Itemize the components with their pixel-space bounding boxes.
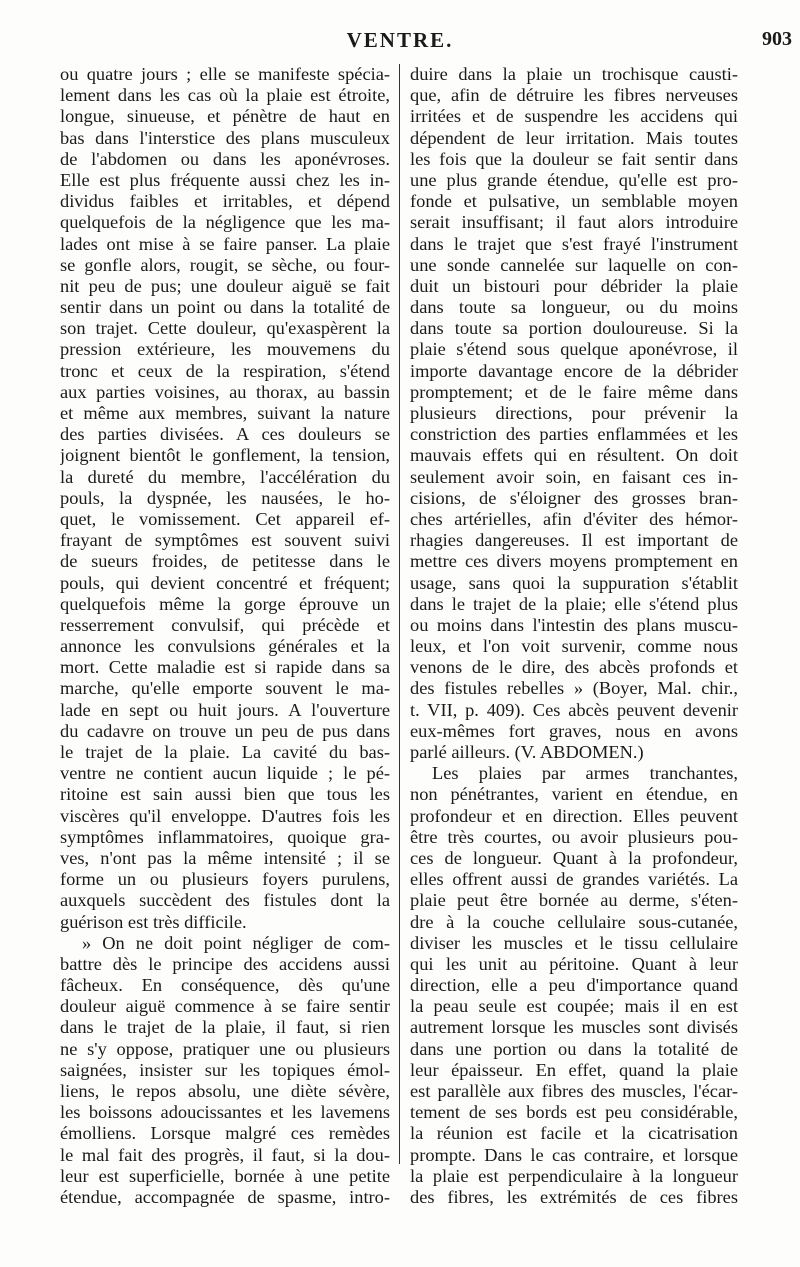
- text-line: émolliens. Lorsque malgré ces remèdes: [60, 1123, 390, 1144]
- text-line: viscères qu'il enveloppe. D'autres fois les: [60, 805, 390, 826]
- text-line: duit un bistouri pour débrider la plaie: [410, 275, 738, 296]
- text-line: la peau seule est coupée; mais il en est: [410, 996, 738, 1017]
- text-line: lades ont mise à se faire panser. La plaie: [60, 233, 390, 254]
- text-line: ces de longueur. Quant à la profondeur,: [410, 847, 738, 868]
- text-line: de l'abdomen ou dans les aponévroses.: [60, 148, 390, 169]
- text-line: dre à la couche cellulaire sous-cutanée,: [410, 911, 738, 932]
- text-line: parlé ailleurs. (V. ABDOMEN.): [410, 742, 644, 762]
- text-line: pouls, qui devient concentré et fréquent;: [60, 572, 390, 593]
- text-line: du cadavre on trouve un peu de pus dans: [60, 720, 390, 741]
- text-line: être très courtes, ou avoir plusieurs pou-: [410, 826, 738, 847]
- text-line: eux-mêmes fort graves, nous en avons: [410, 720, 738, 741]
- text-line: Les plaies par armes tranchantes,: [432, 763, 738, 784]
- text-line: seulement avoir soin, en faisant ces in-: [410, 466, 738, 487]
- text-line: annonce les convulsions générales et la: [60, 636, 390, 657]
- text-line: leux, et l'on voit survenir, comme nous: [410, 636, 738, 657]
- text-line: tement de ses bords est peu considérable,: [410, 1102, 738, 1123]
- text-line: battre dès le principe des accidens aussi: [60, 953, 390, 974]
- text-line: bas dans l'interstice des plans musculeux: [60, 127, 390, 148]
- text-line: qui les unit au péritoine. Quant à leur: [410, 953, 738, 974]
- text-line: se gonfle alors, rougit, se sèche, ou four-: [60, 254, 390, 275]
- text-line: forme un ou plusieurs foyers purulens,: [60, 869, 390, 890]
- text-line: Elle est plus fréquente aussi chez les in-: [60, 169, 390, 190]
- text-line: le trajet de la plaie. La cavité du bas-: [60, 742, 390, 762]
- text-line: irritées et de suspendre les accidens qui: [410, 106, 738, 127]
- text-line: et même aux membres, suivant la nature: [60, 403, 390, 423]
- text-line: sentir dans un point ou dans la totalité de: [60, 297, 390, 318]
- text-line: est parallèle aux fibres des muscles, l'écar-: [410, 1081, 738, 1101]
- text-line: dans toute sa longueur, ou du moins: [410, 297, 738, 318]
- left-column: [60, 64, 390, 1207]
- text-line: auxquels succèdent des fistules dont la: [60, 890, 390, 911]
- text-line: dans toute sa portion douloureuse. Si la: [410, 318, 738, 339]
- text-line: tronc et ceux de la respiration, s'étend: [60, 360, 390, 381]
- text-line: ventre ne contient aucun liquide ; le pé-: [60, 763, 390, 784]
- text-line: fâcheux. En conséquence, dès qu'une: [60, 975, 390, 996]
- text-line: étendue, accompagnée de spasme, intro-: [60, 1186, 390, 1207]
- text-line: des parties divisées. A ces douleurs se: [60, 424, 390, 445]
- text-line: t. VII, p. 409). Ces abcès peuvent devenir: [410, 699, 738, 720]
- text-line: dans le trajet de la plaie; elle s'étend plus: [410, 593, 738, 614]
- text-line: promptement; et de le faire même dans: [410, 381, 738, 402]
- text-line: lement dans les cas où la plaie est étroite,: [60, 85, 390, 106]
- text-line: quelquefois même la gorge éprouve un: [60, 593, 390, 614]
- text-line: marche, qu'elle emporte souvent le ma-: [60, 678, 390, 699]
- text-line: des fibres, les extrémités de ces fibres: [410, 1186, 738, 1207]
- text-line: » On ne doit point négliger de com-: [82, 932, 390, 953]
- text-line: non pénétrantes, varient en étendue, en: [410, 784, 738, 805]
- text-line: elles offrent aussi de grandes variétés. La: [410, 869, 738, 890]
- text-line: pression extérieure, les mouvemens du: [60, 339, 390, 360]
- text-line: lade en sept ou huit jours. A l'ouverture: [60, 699, 390, 720]
- page-number: 903: [762, 28, 792, 50]
- text-line: dans le trajet de la plaie, il faut, si rien: [60, 1017, 390, 1038]
- text-line: la réunion est facile et la cicatrisation: [410, 1123, 738, 1144]
- text-line: douleur aiguë commence à se faire sentir: [60, 996, 390, 1017]
- text-line: la plaie est perpendiculaire à la longueur: [410, 1165, 738, 1186]
- text-line: quet, le vomissement. Cet appareil ef-: [60, 508, 390, 529]
- column-divider: [399, 64, 400, 1164]
- text-line: dépendent de leur irritation. Mais toutes: [410, 127, 738, 148]
- text-line: aux parties voisines, au thorax, au bassin: [60, 381, 390, 402]
- text-line: duire dans la plaie un trochisque causti-: [410, 64, 738, 84]
- text-line: quelquefois de la négligence que les ma-: [60, 212, 390, 233]
- text-line: les boissons adoucissantes et les lavemens: [60, 1102, 390, 1123]
- text-line: plaie peut être bornée au derme, s'éten-: [410, 890, 738, 911]
- text-line: les fois que la douleur se fait sentir dans: [410, 148, 738, 169]
- text-line: frayant de symptômes est souvent suivi: [60, 530, 390, 551]
- text-line: mort. Cette maladie est si rapide dans sa: [60, 657, 390, 678]
- text-line: rhagies dangereuses. Il est important de: [410, 530, 738, 551]
- text-line: ou quatre jours ; elle se manifeste spécia-: [60, 64, 390, 84]
- text-line: venons de le dire, des abcès profonds et: [410, 657, 738, 678]
- text-line: plaie s'étend sous quelque aponévrose, il: [410, 339, 738, 360]
- text-line: ou moins dans l'intestin des plans muscu-: [410, 614, 738, 635]
- right-column: [410, 64, 738, 1207]
- text-line: saignées, insister sur les topiques émol-: [60, 1059, 390, 1080]
- text-line: prompte. Dans le cas contraire, et lorsque: [410, 1144, 738, 1165]
- text-line: direction, elle a peu d'importance quand: [410, 975, 738, 996]
- text-line: ches artérielles, afin d'éviter des hémor-: [410, 508, 738, 529]
- text-line: joignent bientôt le gonflement, la tension,: [60, 445, 390, 466]
- text-line: son trajet. Cette douleur, qu'exaspèrent la: [60, 318, 390, 339]
- text-line: usage, sans quoi la suppuration s'établit: [410, 572, 738, 593]
- text-line: diviser les muscles et le tissu cellulaire: [410, 932, 738, 953]
- text-line: leur épaisseur. En effet, quand la plaie: [410, 1059, 738, 1080]
- text-line: dans une portion ou dans la totalité de: [410, 1038, 738, 1059]
- text-line: dividus faibles et irritables, et dépend: [60, 191, 390, 212]
- text-line: le mal fait des progrès, il faut, si la dou-: [60, 1144, 390, 1165]
- text-line: ves, n'ont pas la même intensité ; il se: [60, 847, 390, 868]
- text-line: mauvais effets qui en résultent. On doit: [410, 445, 738, 466]
- text-line: resserrement convulsif, qui précède et: [60, 614, 390, 635]
- page-header: [0, 28, 800, 58]
- text-line: de sueurs froides, de petitesse dans le: [60, 551, 390, 572]
- text-line: guérison est très difficile.: [60, 911, 247, 932]
- text-line: une sonde cannelée sur laquelle on con-: [410, 254, 738, 275]
- text-line: pouls, la dyspnée, les nausées, le ho-: [60, 487, 390, 508]
- text-line: symptômes inflammatoires, quoique gra-: [60, 826, 390, 847]
- text-line: leur est superficielle, bornée à une petite: [60, 1165, 390, 1186]
- text-line: autrement lorsque les muscles sont divisés: [410, 1017, 738, 1038]
- text-line: importe davantage encore de la débrider: [410, 360, 738, 381]
- text-line: cisions, de s'éloigner des grosses bran-: [410, 487, 738, 508]
- text-line: constriction des parties enflammées et les: [410, 424, 738, 445]
- text-line: plusieurs directions, pour prévenir la: [410, 403, 738, 423]
- text-line: nit peu de pus; une douleur aiguë se fait: [60, 275, 390, 296]
- text-line: longue, sinueuse, et pénètre de haut en: [60, 106, 390, 127]
- text-line: des fistules rebelles » (Boyer, Mal. chir.,: [410, 678, 738, 699]
- running-title: VENTRE.: [346, 28, 454, 52]
- text-line: liens, le repos absolu, une diète sévère,: [60, 1081, 390, 1101]
- text-line: profondeur et en direction. Elles peuvent: [410, 805, 738, 826]
- text-line: dans le trajet que s'est frayé l'instrument: [410, 233, 738, 254]
- text-line: la dureté du membre, l'accélération du: [60, 466, 390, 487]
- text-line: une plus grande étendue, qu'elle est pro-: [410, 169, 738, 190]
- text-line: serait insuffisant; il faut alors introduire: [410, 212, 738, 233]
- text-line: ritoine est sain aussi bien que tous les: [60, 784, 390, 805]
- text-line: fonde et pulsative, un semblable moyen: [410, 191, 738, 212]
- text-line: mettre ces divers moyens promptement en: [410, 551, 738, 572]
- text-line: ne s'y oppose, pratiquer une ou plusieurs: [60, 1038, 390, 1059]
- text-line: que, afin de détruire les fibres nerveuses: [410, 85, 738, 106]
